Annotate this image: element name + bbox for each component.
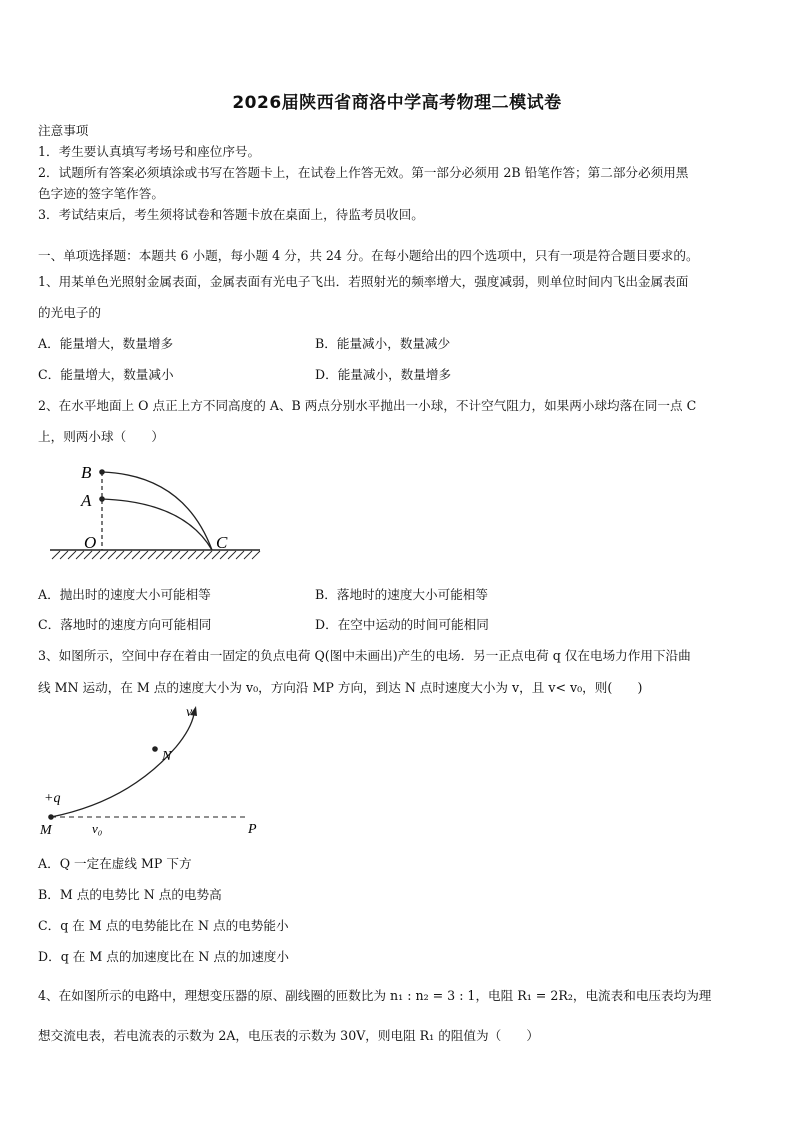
q3-option-b: B．M 点的电势比 N 点的电势高 — [38, 887, 222, 902]
point-b — [99, 469, 105, 475]
label-p: P — [248, 822, 257, 837]
label-v: v — [186, 705, 193, 720]
trajectory-a — [102, 499, 212, 550]
curve-mn — [51, 714, 194, 817]
field-figure — [36, 702, 266, 840]
q1-option-c: C．能量增大，数量减小 — [38, 367, 174, 382]
q2-option-c: C．落地时的速度方向可能相同 — [38, 617, 212, 632]
label-m: M — [40, 823, 52, 838]
q1-option-d: D．能量减小，数量增多 — [315, 367, 452, 382]
label-n: N — [162, 749, 172, 764]
ground-hatching — [52, 551, 260, 559]
q2-option-b: B．落地时的速度大小可能相等 — [315, 587, 488, 602]
notice-item-1: 1．考生要认真填写考场号和座位序号。 — [38, 144, 261, 159]
q2-stem-cont: 上，则两小球（ ） — [38, 429, 164, 444]
label-q: +q — [44, 791, 61, 806]
point-m — [48, 814, 54, 820]
notice-item-3: 3．考试结束后，考生须将试卷和答题卡放在桌面上，待监考员收回。 — [38, 207, 424, 222]
label-o: O — [84, 533, 97, 552]
q1-stem: 1、用某单色光照射金属表面，金属表面有光电子飞出．若照射光的频率增大，强度减弱，则单位时间内飞出金属表面 — [38, 274, 689, 289]
q3-stem-cont: 线 MN 运动，在 M 点的速度大小为 v₀，方向沿 MP 方向，到达 N 点时速度大小为 v，且 v< v₀，则( ) — [38, 680, 643, 695]
label-c: C — [216, 533, 228, 552]
q3-option-a: A．Q 一定在虚线 MP 下方 — [38, 856, 192, 871]
q1-option-b: B．能量减小，数量减少 — [315, 336, 451, 351]
projectile-figure — [44, 455, 266, 573]
label-v0: v₀ — [92, 821, 103, 836]
q3-option-c: C．q 在 M 点的电势能比在 N 点的电势能小 — [38, 918, 289, 933]
section-heading: 一、单项选择题：本题共 6 小题，每小题 4 分，共 24 分。在每小题给出的四个选项中，只有一项是符合题目要求的。 — [38, 248, 699, 263]
q2-stem: 2、在水平地面上 O 点正上方不同高度的 A、B 两点分别水平抛出一小球，不计空气阻力，如果两小球均落在同一点 C — [38, 398, 697, 413]
label-a: A — [81, 491, 92, 510]
page-title: 2026届陕西省商洛中学高考物理二模试卷 — [232, 93, 562, 113]
q3-stem: 3、如图所示，空间中存在着由一固定的负点电荷 Q(图中未画出)产生的电场．另一正点电荷 q 仅在电场力作用下沿曲 — [38, 648, 691, 663]
q4-stem-cont: 想交流电表，若电流表的示数为 2A，电压表的示数为 30V，则电阻 R₁ 的阻值为（ ） — [38, 1028, 539, 1043]
q1-stem-cont: 的光电子的 — [38, 305, 101, 320]
notice-heading: 注意事项 — [38, 123, 89, 138]
q3-option-d: D．q 在 M 点的加速度比在 N 点的加速度小 — [38, 949, 289, 964]
q2-option-d: D．在空中运动的时间可能相同 — [315, 617, 489, 632]
point-n — [152, 746, 158, 752]
label-b: B — [81, 463, 92, 482]
q1-option-a: A．能量增大，数量增多 — [38, 336, 174, 351]
q2-option-a: A．抛出时的速度大小可能相等 — [38, 587, 211, 602]
point-a — [99, 496, 105, 502]
notice-item-2-cont: 色字迹的签字笔作答。 — [38, 186, 164, 201]
trajectory-b — [102, 472, 212, 550]
notice-item-2: 2．试题所有答案必须填涂或书写在答题卡上，在试卷上作答无效。第一部分必须用 2B 铅笔作答；第二部分必须用黑 — [38, 165, 689, 180]
q4-stem: 4、在如图所示的电路中，理想变压器的原、副线圈的匝数比为 n₁ : n₂ = 3 : 1，电阻 R₁ = 2R₂，电流表和电压表均为理 — [38, 988, 712, 1003]
